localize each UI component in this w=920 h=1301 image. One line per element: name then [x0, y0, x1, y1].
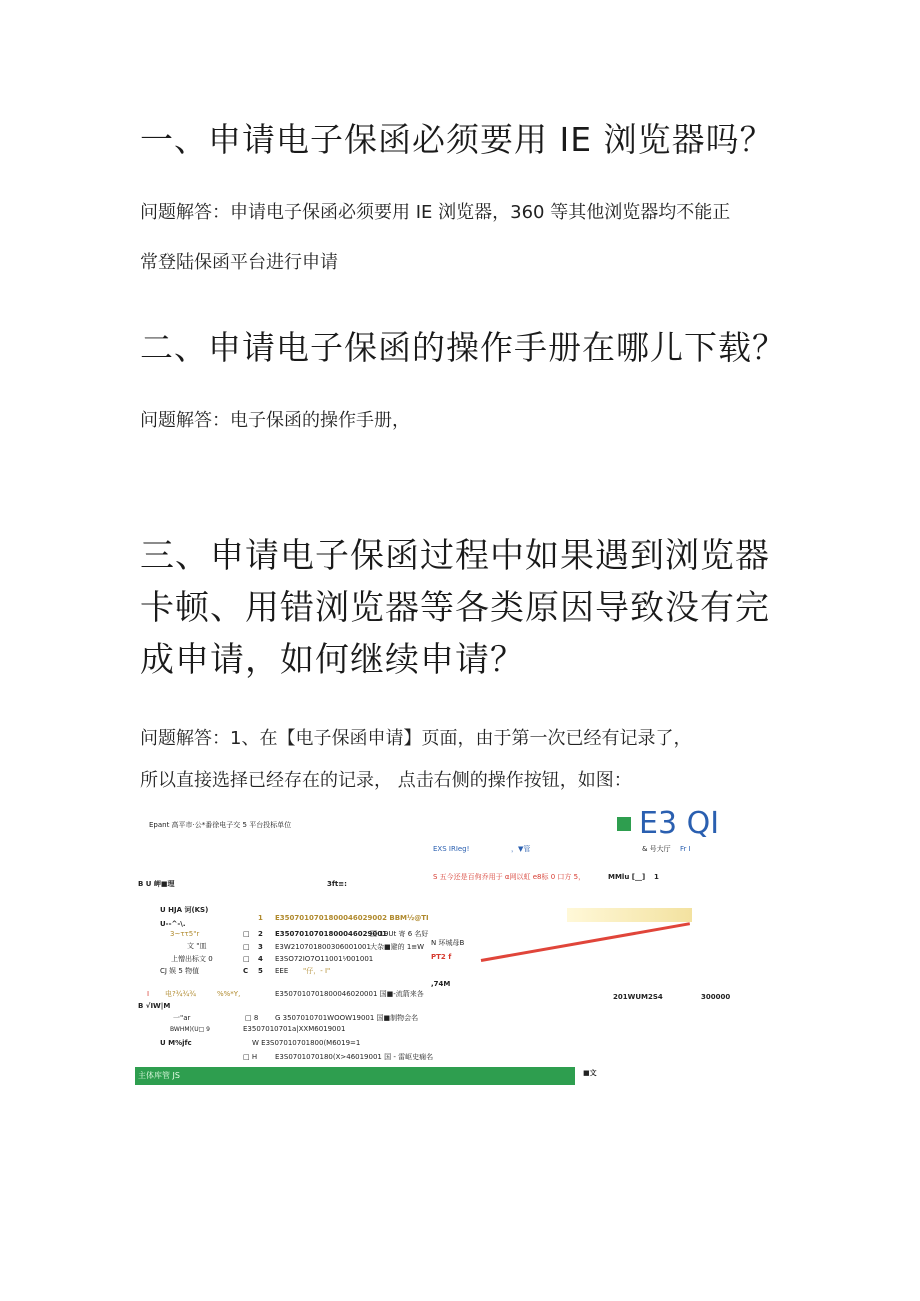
label-ar: 一"ar [173, 1014, 191, 1022]
heading-question-3: 三、申请电子保函过程中如果遇到浏览器卡顿、用错浏览器等各类原因导致没有完成申请，如何继续申请？ [140, 536, 770, 680]
brand-text: E3 QI [639, 806, 720, 841]
row-exs: EXS IRIeg! [433, 845, 470, 853]
row-5-c: C [243, 967, 249, 975]
row-3-number: 3 [258, 943, 263, 951]
mmlu-field[interactable]: MMlu [__] [608, 873, 646, 881]
bottom-code-1[interactable]: E3507010701800046020001 国■-流箭来各 [275, 990, 424, 998]
label-wen-mian: 文 "皿 [187, 942, 207, 950]
row-5-code[interactable]: EEE [275, 967, 289, 975]
answer-3-line-1: 问题解答：1、在【电子保函申请】页面，由于第一次已经有记录了， [140, 728, 692, 749]
mark-74m: ,74M [431, 980, 451, 988]
label-gold-3: 3~ττ5"r [170, 930, 200, 938]
label-bu: B U 岬■理 [138, 880, 175, 888]
row-4-checkbox[interactable]: □ [243, 955, 250, 963]
value-one: 1 [654, 873, 659, 881]
bottom-gold-1: 电?¾¾¾ [165, 990, 197, 998]
row-4-number: 4 [258, 955, 263, 963]
row-exs-right-blue: Fr I [680, 845, 691, 853]
bottom-num-2: 300000 [701, 993, 731, 1001]
screenshot-header: Epant 高平市·公*番徐电子交 5 平台投标单位 [149, 821, 292, 829]
brand-logo [617, 808, 719, 840]
answer-3-line-2: 所以直接选择已经存在的记录， 点击右侧的操作按钮，如图： [140, 770, 632, 791]
footer-green-bar[interactable]: 主体库管 JS [135, 1067, 575, 1085]
row-h-code[interactable]: E3S0701070180(X>46019001 国 - 雷岖史痫名 [275, 1053, 434, 1061]
answer-2: 问题解答：电子保函的操作手册， [140, 410, 410, 431]
row-3-checkbox[interactable]: □ [243, 943, 250, 951]
answer-1-line-1: 问题解答：申请电子保函必须要用 IE 浏览器，360 等其他浏览器均不能正 [140, 202, 731, 223]
row-3-code[interactable]: E3W210701800306001001 [275, 943, 371, 951]
bottom-i: I [147, 990, 150, 998]
row-2-checkbox[interactable]: □ [243, 930, 250, 938]
red-strike-line [481, 922, 690, 962]
row-2-number: 2 [258, 930, 263, 938]
label-umfc: U M%jfc [160, 1039, 192, 1047]
embedded-screenshot [135, 806, 735, 1097]
row-4-code[interactable]: E3SO72IO7O11001⅟001001 [275, 955, 374, 963]
row-3-extra: N 环城母B [431, 939, 465, 947]
label-cj: CJ 娱 5 物值 [160, 967, 200, 975]
red-notice: S 五今还是百佝乔用于 α网以虹 e8标 0 口方 5， [433, 873, 586, 881]
row-1-number: 1 [258, 914, 263, 922]
row-3-tail: 大杂■避的 1≡W [370, 943, 425, 951]
label-shang: 上憎出标文 0 [171, 955, 213, 963]
bottom-num-1: 201WUM2S4 [613, 993, 663, 1001]
answer-1-line-2: 常登陆保函平台进行申请 [140, 252, 338, 273]
heading-question-1: 一、申请电子保函必须要用 IE 浏览器吗？ [140, 120, 774, 159]
row-w-code[interactable]: W E3S07010701800(M6019=1 [252, 1039, 361, 1047]
row-5-number: 5 [258, 967, 263, 975]
footer-right-text: ■文 [583, 1069, 597, 1077]
row-exs-mid: ，▼管 [511, 845, 531, 853]
row-8-marker[interactable]: □ 8 [245, 1014, 259, 1022]
label-uhja: U HJA 诃(KS) [160, 906, 209, 914]
row-exs-right: & 号大厅 [642, 845, 671, 853]
row-9-code[interactable]: E3507010701a|XXM6019001 [243, 1025, 346, 1033]
heading-question-2: 二、申请电子保函的操作手册在哪儿下载？ [140, 328, 786, 367]
row-8-code[interactable]: G 3507010701WOOW19001 国■制物会名 [275, 1014, 419, 1022]
label-biwm: B √IW|M [138, 1002, 171, 1010]
highlight-band [567, 908, 692, 922]
row-5-gold: "仔，- I" [303, 967, 331, 975]
row-2-code[interactable]: E3507010701800046029001 [275, 930, 387, 938]
row-1-code[interactable]: E3507010701800046029002 BBM½@TI [275, 914, 429, 922]
bottom-gold-2: %%*Y, [217, 990, 241, 998]
row-h-marker[interactable]: □ H [243, 1053, 258, 1061]
label-bwhm: BWHM)(U□ 9 [170, 1026, 210, 1033]
row-4-extra: PT2 f [431, 953, 452, 961]
row-2-tail: 国-19Ut 寄 6 名好 [370, 930, 429, 938]
label-u-dash: U--^-\. [160, 920, 186, 928]
green-square-icon [617, 817, 631, 831]
label-3ft: 3ft≡: [327, 880, 347, 888]
